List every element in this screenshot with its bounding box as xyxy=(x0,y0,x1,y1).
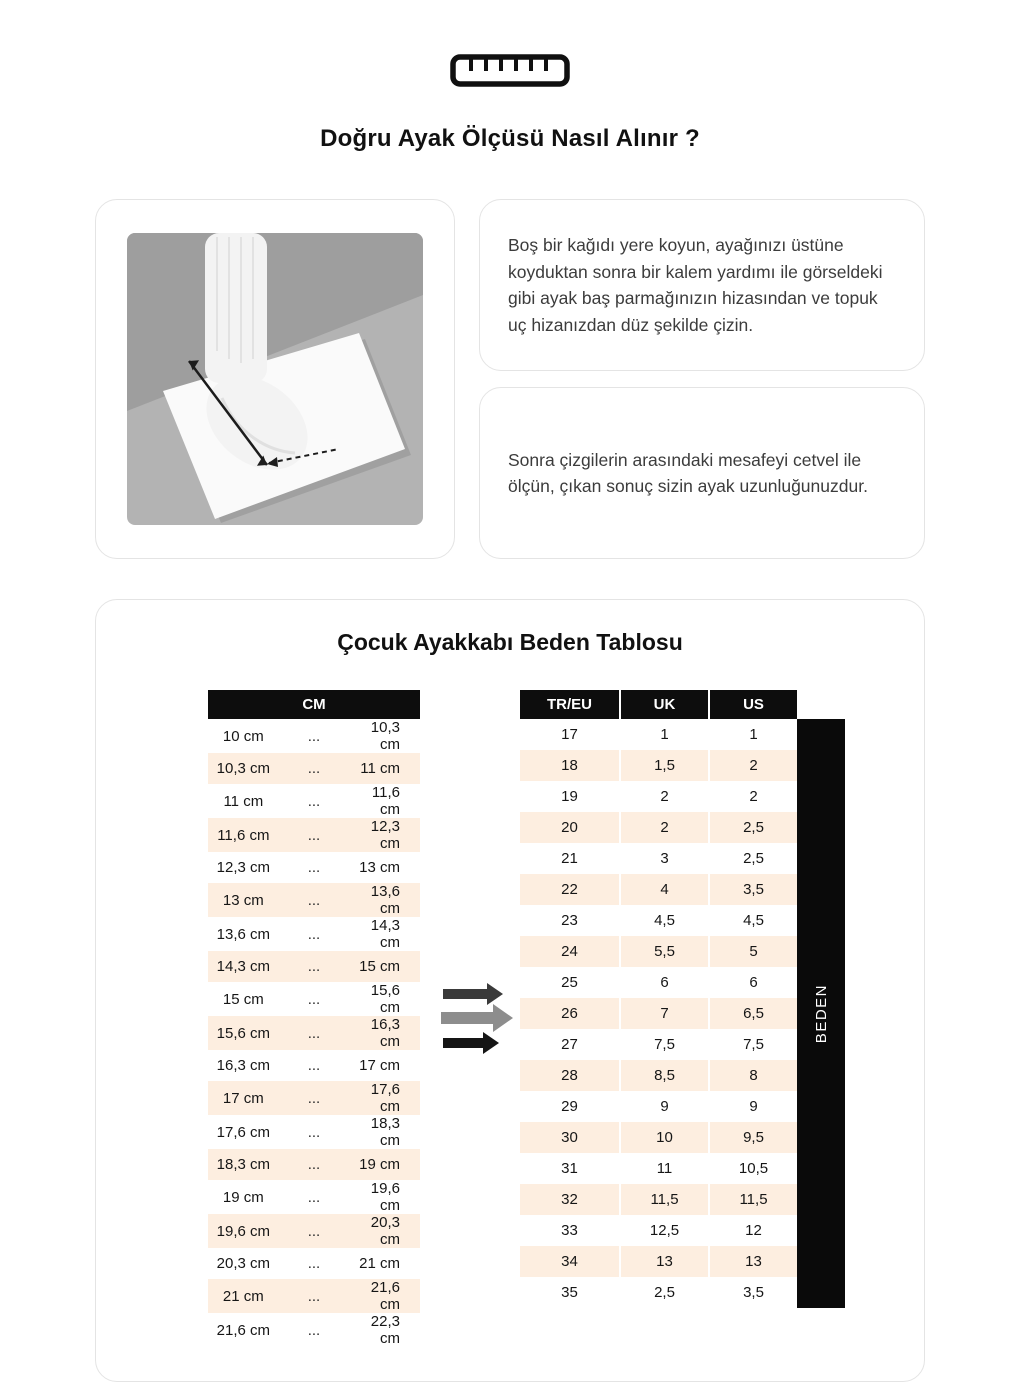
instructions-row xyxy=(95,199,925,559)
table-cell: ... xyxy=(279,1081,350,1115)
table-row xyxy=(520,1184,797,1215)
table-row xyxy=(520,1246,797,1277)
table-cell: 2,5 xyxy=(709,843,797,874)
table-cell: 13,6 cm xyxy=(216,925,270,943)
table-cell: 19,6 cm xyxy=(208,1214,279,1248)
table-cell: 2 xyxy=(709,781,797,812)
table-cell: 19 xyxy=(561,788,578,805)
table-row xyxy=(520,812,797,843)
table-cell: 10 xyxy=(620,1122,709,1153)
ruler-icon-wrap xyxy=(95,0,925,95)
table-cell: ... xyxy=(279,753,350,784)
table-cell: ... xyxy=(307,859,321,876)
table-cell: 7,5 xyxy=(709,1029,797,1060)
table-cell: 21,6 cm xyxy=(349,1279,420,1313)
table-row xyxy=(208,852,420,883)
table-row xyxy=(208,1016,420,1050)
table-cell: 2 xyxy=(620,812,709,843)
size-table-header-uk: UK xyxy=(620,690,709,719)
table-cell: ... xyxy=(279,951,350,982)
table-cell: 22 xyxy=(520,874,620,905)
size-table-card xyxy=(95,599,925,1382)
size-table-header-treu: TR/EU xyxy=(520,690,620,719)
table-row xyxy=(520,1091,797,1122)
table-cell: 19 cm xyxy=(222,1188,264,1206)
table-cell: ... xyxy=(279,1279,350,1313)
eu-uk-us-table xyxy=(520,690,797,1308)
table-row xyxy=(520,843,797,874)
instruction-text-2: Sonra çizgilerin arasındaki mesafeyi cetvel ile ölçün, çıkan sonuç sizin ayak uzunluğunuzdur. xyxy=(508,449,868,496)
table-cell: 3 xyxy=(620,843,709,874)
table-cell: 13 cm xyxy=(359,859,400,876)
table-cell: 22,3 cm xyxy=(370,1313,400,1347)
table-cell: 17 cm xyxy=(359,1057,400,1074)
table-cell: 15,6 cm xyxy=(370,982,400,1016)
table-cell: 19,6 cm xyxy=(370,1180,400,1214)
table-cell: 21,6 cm xyxy=(216,1321,270,1339)
table-cell: 21 xyxy=(561,850,578,867)
table-cell: 17,6 cm xyxy=(216,1123,270,1141)
table-cell: 13 xyxy=(620,1246,709,1277)
table-cell: ... xyxy=(307,727,321,745)
table-cell: 10 cm xyxy=(222,727,264,745)
table-cell: 21 cm xyxy=(359,1255,400,1272)
table-cell: 29 xyxy=(561,1098,578,1115)
table-cell: 2,5 xyxy=(709,812,797,843)
table-cell: 33 xyxy=(561,1222,578,1239)
table-row xyxy=(208,1279,420,1313)
size-table-group xyxy=(520,690,845,1308)
table-cell: 30 xyxy=(520,1122,620,1153)
table-cell: 8,5 xyxy=(620,1060,709,1091)
table-cell: 8 xyxy=(709,1060,797,1091)
transfer-arrows-icon xyxy=(441,981,515,1057)
size-table-title: Çocuk Ayakkabı Beden Tablosu xyxy=(337,629,683,655)
table-row xyxy=(208,1214,420,1248)
table-row xyxy=(208,951,420,982)
table-cell: 6 xyxy=(709,967,797,998)
table-cell: 15 cm xyxy=(349,951,420,982)
table-cell: 12 xyxy=(709,1215,797,1246)
table-cell: 18,3 cm xyxy=(370,1115,400,1149)
tables-row xyxy=(96,690,924,1347)
table-cell: 14,3 cm xyxy=(370,917,400,951)
table-cell: 20 xyxy=(520,812,620,843)
foot-measurement-photo xyxy=(127,233,423,525)
table-cell: 4,5 xyxy=(620,905,709,936)
table-cell: 25 xyxy=(561,974,578,991)
table-cell: 12,3 cm xyxy=(349,818,420,852)
table-row xyxy=(520,1122,797,1153)
table-cell: 24 xyxy=(520,936,620,967)
table-cell: 1,5 xyxy=(620,750,709,781)
ruler-icon xyxy=(449,50,571,95)
table-cell: 14,3 cm xyxy=(208,951,279,982)
size-table-body xyxy=(520,719,797,1308)
table-cell: 10,3 cm xyxy=(370,719,400,753)
table-row xyxy=(520,719,797,750)
table-cell: 4 xyxy=(620,874,709,905)
table-cell: 3,5 xyxy=(709,1277,797,1308)
table-cell: ... xyxy=(307,925,321,943)
table-cell: 20,3 cm xyxy=(216,1255,270,1272)
table-cell: 21 cm xyxy=(208,1279,279,1313)
table-row xyxy=(208,1313,420,1347)
table-cell: ... xyxy=(279,883,350,917)
table-row xyxy=(520,750,797,781)
table-cell: 11,5 xyxy=(709,1184,797,1215)
table-cell: 26 xyxy=(520,998,620,1029)
table-cell: 9,5 xyxy=(709,1122,797,1153)
table-cell: 16,3 cm xyxy=(349,1016,420,1050)
table-cell: 11,5 xyxy=(620,1184,709,1215)
table-cell: 2 xyxy=(709,750,797,781)
table-row xyxy=(208,1081,420,1115)
table-cell: 10,5 xyxy=(709,1153,797,1184)
table-row xyxy=(208,818,420,852)
table-cell: 10,3 cm xyxy=(208,753,279,784)
foot-measurement-photo-card xyxy=(95,199,455,559)
beden-side-bar xyxy=(797,719,845,1308)
cm-table-body xyxy=(208,719,420,1347)
table-cell: 17,6 cm xyxy=(349,1081,420,1115)
table-row xyxy=(520,967,797,998)
table-cell: ... xyxy=(279,818,350,852)
table-cell: ... xyxy=(279,1016,350,1050)
table-cell: ... xyxy=(307,1188,321,1206)
table-cell: ... xyxy=(307,1255,321,1272)
table-row xyxy=(208,1115,420,1149)
table-cell: ... xyxy=(279,1149,350,1180)
table-cell: 13 cm xyxy=(208,883,279,917)
table-cell: 15 cm xyxy=(222,990,264,1008)
table-cell: ... xyxy=(279,1214,350,1248)
table-cell: 23 xyxy=(561,912,578,929)
instruction-column xyxy=(479,199,925,559)
table-row xyxy=(520,781,797,812)
table-row xyxy=(208,883,420,917)
table-cell: 31 xyxy=(561,1160,578,1177)
table-cell: 20,3 cm xyxy=(349,1214,420,1248)
table-cell: 9 xyxy=(620,1091,709,1122)
table-cell: 16,3 cm xyxy=(216,1057,270,1074)
page-title: Doğru Ayak Ölçüsü Nasıl Alınır ? xyxy=(320,125,700,152)
table-row xyxy=(208,1050,420,1081)
table-row xyxy=(520,1153,797,1184)
table-row xyxy=(520,905,797,936)
beden-side-label: BEDEN xyxy=(812,983,830,1044)
table-cell: 1 xyxy=(620,719,709,750)
table-cell: ... xyxy=(307,1057,321,1074)
table-row xyxy=(208,982,420,1016)
table-cell: 1 xyxy=(709,719,797,750)
table-cell: 13 xyxy=(709,1246,797,1277)
table-row xyxy=(208,1180,420,1214)
table-cell: 6 xyxy=(620,967,709,998)
table-row xyxy=(208,1248,420,1279)
table-cell: 34 xyxy=(520,1246,620,1277)
table-cell: ... xyxy=(307,792,321,810)
table-cell: 2,5 xyxy=(620,1277,709,1308)
table-cell: 32 xyxy=(520,1184,620,1215)
table-row xyxy=(520,1060,797,1091)
table-cell: 7,5 xyxy=(620,1029,709,1060)
table-cell: 5 xyxy=(709,936,797,967)
table-cell: 27 xyxy=(561,1036,578,1053)
table-cell: 18,3 cm xyxy=(208,1149,279,1180)
table-cell: ... xyxy=(307,1123,321,1141)
cm-range-table xyxy=(208,690,420,1347)
table-cell: 11,6 cm xyxy=(208,818,279,852)
instruction-box-2 xyxy=(479,387,925,559)
table-cell: 17 cm xyxy=(208,1081,279,1115)
table-cell: 19 cm xyxy=(349,1149,420,1180)
table-cell: 11 cm xyxy=(349,753,420,784)
table-cell: 35 xyxy=(561,1284,578,1301)
table-row xyxy=(208,1149,420,1180)
table-cell: 12,5 xyxy=(620,1215,709,1246)
table-cell: 15,6 cm xyxy=(208,1016,279,1050)
table-cell: 5,5 xyxy=(620,936,709,967)
table-row xyxy=(208,719,420,753)
table-row xyxy=(520,936,797,967)
table-cell: 11 cm xyxy=(223,792,264,810)
table-row xyxy=(520,874,797,905)
table-cell: 9 xyxy=(709,1091,797,1122)
table-cell: 6,5 xyxy=(709,998,797,1029)
size-table-header-us: US xyxy=(709,690,797,719)
table-cell: 7 xyxy=(620,998,709,1029)
table-cell: 17 xyxy=(561,726,578,743)
instruction-box-1 xyxy=(479,199,925,371)
table-cell: 13,6 cm xyxy=(349,883,420,917)
table-cell: 11,6 cm xyxy=(371,784,400,818)
table-cell: ... xyxy=(307,990,321,1008)
table-row xyxy=(208,784,420,818)
table-cell: 11 xyxy=(620,1153,709,1184)
table-cell: 2 xyxy=(620,781,709,812)
table-cell: 18 xyxy=(520,750,620,781)
table-cell: 3,5 xyxy=(709,874,797,905)
cm-table-header: CM xyxy=(208,690,420,719)
table-row xyxy=(208,917,420,951)
table-row xyxy=(520,1029,797,1060)
table-row xyxy=(520,1277,797,1308)
table-row xyxy=(520,1215,797,1246)
size-guide-page xyxy=(95,0,925,1382)
table-cell: 12,3 cm xyxy=(216,859,270,876)
instruction-text-1: Boş bir kağıdı yere koyun, ayağınızı üstüne koyduktan sonra bir kalem yardımı ile görseldeki gibi ayak baş parmağınızın hizasından ve topuk uç hizanızdan düz şekilde çizin. xyxy=(508,235,883,335)
table-cell: 4,5 xyxy=(709,905,797,936)
table-row xyxy=(208,753,420,784)
table-cell: 28 xyxy=(520,1060,620,1091)
table-row xyxy=(520,998,797,1029)
table-cell: ... xyxy=(307,1321,321,1339)
